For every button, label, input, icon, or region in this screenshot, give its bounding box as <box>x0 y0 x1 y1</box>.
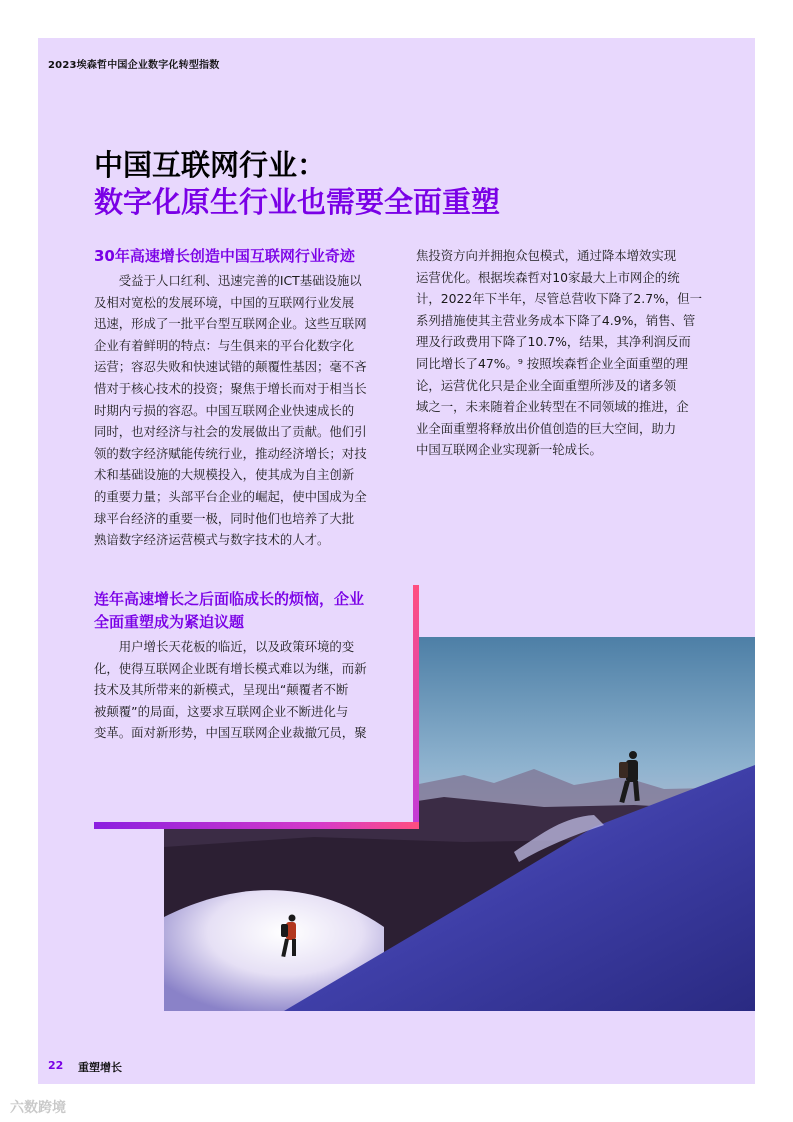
text-line: 技术及其所带来的新模式，呈现出“颠覆者不断 <box>94 682 349 698</box>
footer-section-title: 重塑增长 <box>78 1061 122 1074</box>
section-heading-growth: 30年高速增长创造中国互联网行业奇迹 <box>94 247 355 265</box>
report-header: 2023埃森哲中国企业数字化转型指数 <box>48 60 220 71</box>
text-line: 术和基础设施的大规模投入，使其成为自主创新 <box>94 467 355 483</box>
heading-line: 连年高速增长之后面临成长的烦恼，企业 <box>94 590 365 608</box>
text-line: 时期内亏损的容忍。中国互联网企业快速成长的 <box>94 402 355 418</box>
text-line: 被颠覆”的局面，这要求互联网企业不断进化与 <box>94 703 349 719</box>
text-line: 惜对于核心技术的投资；聚焦于增长而对于相当长 <box>94 380 367 396</box>
text-line: 同时，也对经济与社会的发展做出了贡献。他们引 <box>94 424 367 440</box>
text-line: 受益于人口红利、迅速完善的ICT基础设施以 <box>94 273 362 288</box>
text-line: 中国互联网企业实现新一轮成长。 <box>416 442 602 458</box>
text-line: 迅速，形成了一批平台型互联网企业。这些互联网 <box>94 316 367 332</box>
text-line: 同比增长了47%。⁹ 按照埃森哲企业全面重塑的理 <box>416 355 688 371</box>
section-heading-challenges <box>94 588 364 634</box>
text-line: 化，使得互联网企业既有增长模式难以为继，而新 <box>94 660 367 676</box>
text-line: 域之一，未来随着企业转型在不同领域的推进，企 <box>416 399 689 415</box>
column2-paragraph <box>416 245 714 461</box>
callout-accent-edge <box>413 585 419 828</box>
section2-paragraph <box>94 636 390 744</box>
callout-accent-bar <box>94 822 419 829</box>
text-line: 企业有着鲜明的特点：与生俱来的平台化数字化 <box>94 337 355 353</box>
text-line: 论，运营优化只是企业全面重塑所涉及的诸多领 <box>416 377 677 393</box>
text-line: 的重要力量；头部平台企业的崛起，使中国成为全 <box>94 488 367 504</box>
text-line: 运营优化。根据埃森哲对10家最大上市网企的统 <box>416 269 680 285</box>
watermark: 六数跨境 <box>10 1100 66 1116</box>
text-line: 熟谙数字经济运营模式与数字技术的人才。 <box>94 532 330 548</box>
text-line: 焦投资方向并拥抱众包模式，通过降本增效实现 <box>416 248 677 263</box>
text-line: 运营；容忍失败和快速试错的颠覆性基因；毫不吝 <box>94 359 367 375</box>
text-line: 变革。面对新形势，中国互联网企业裁撤冗员，聚 <box>94 725 367 741</box>
title-line-1: 中国互联网行业： <box>94 148 327 182</box>
title-line-2: 数字化原生行业也需要全面重塑 <box>94 185 501 219</box>
page-title <box>94 147 500 221</box>
text-line: 系列措施使其主营业务成本下降了4.9%，销售、管 <box>416 312 696 328</box>
heading-line: 全面重塑成为紧迫议题 <box>94 613 245 631</box>
text-line: 用户增长天花板的临近，以及政策环境的变 <box>94 639 355 654</box>
section1-paragraph <box>94 270 390 551</box>
text-line: 及相对宽松的发展环境，中国的互联网行业发展 <box>94 294 355 310</box>
text-line: 理及行政费用下降了10.7%，结果，其净利润反而 <box>416 334 691 350</box>
text-line: 球平台经济的重要一极，同时他们也培养了大批 <box>94 510 355 526</box>
text-line: 业全面重塑将释放出价值创造的巨大空间，助力 <box>416 420 677 436</box>
text-line: 计，2022年下半年，尽管总营收下降了2.7%，但一 <box>416 291 703 307</box>
page-number: 22 <box>48 1059 64 1072</box>
text-line: 领的数字经济赋能传统行业，推动经济增长；对技 <box>94 445 367 461</box>
